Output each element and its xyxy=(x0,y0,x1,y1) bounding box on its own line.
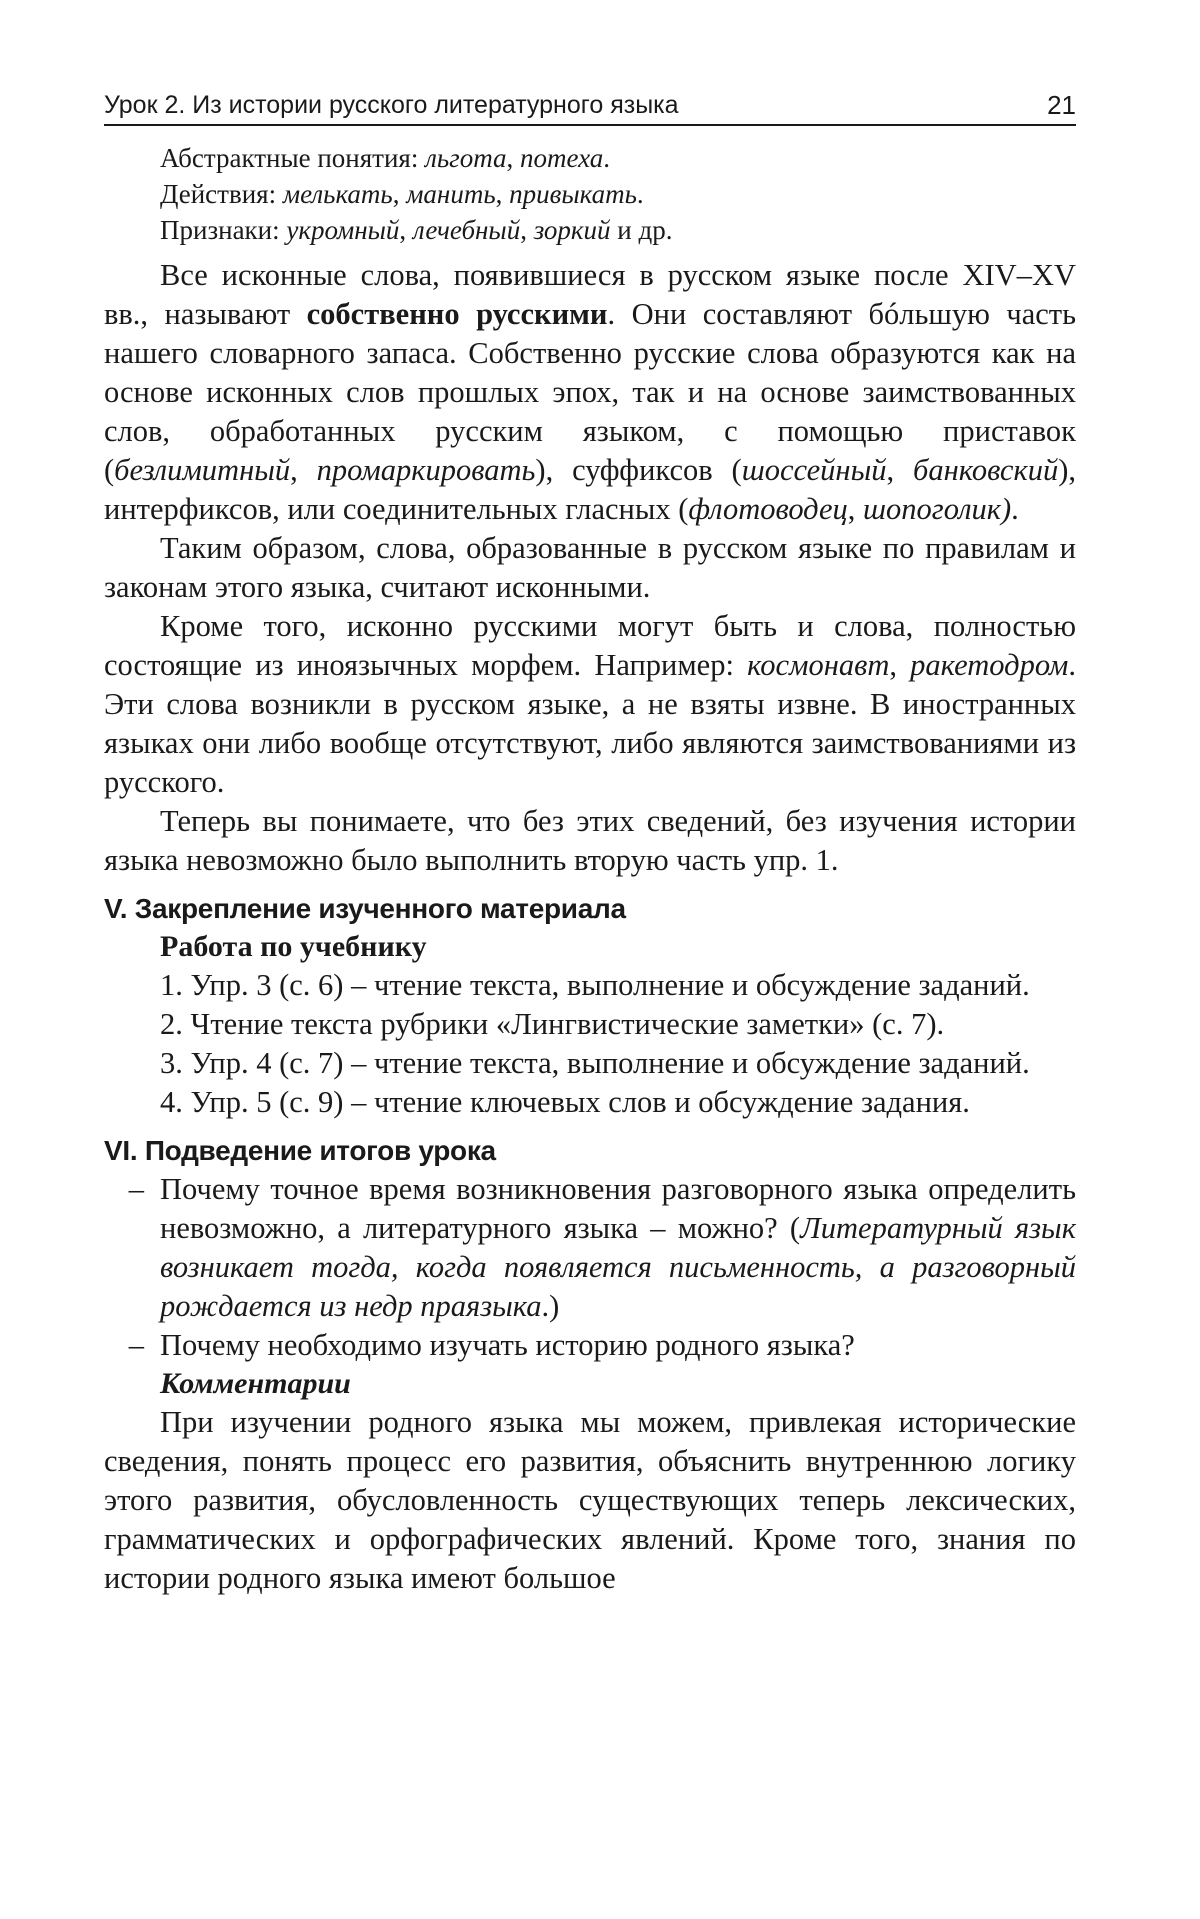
paragraph-foreign-morphemes: Кроме того, исконно русскими могут быть и слова, полностью состоящие из иноязычных морфем. Например: космонавт, ракетодром. Эти слова возникли в русском языке, а не взяты извне. В иностранных языках они либо вообще отсутствуют, либо являются заимствованиями из русского. xyxy=(104,609,1077,799)
list-item: 4. Упр. 5 (с. 9) – чтение ключевых слов и обсуждение задания. xyxy=(160,1085,970,1119)
list-item: 2. Чтение текста рубрики «Лингвистические заметки» (с. 7). xyxy=(160,1007,945,1041)
section-heading-summary: VI. Подведение итогов урока xyxy=(104,1135,496,1166)
main-text xyxy=(104,256,1076,1598)
chapter-title: Урок 2. Из истории русского литературного языка xyxy=(104,91,679,119)
dash-marker: – xyxy=(128,1328,144,1362)
paragraph-comments: При изучении родного языка мы можем, привлекая исторические сведения, понять процесс его развития, объяснить внутреннюю логику этого развития, обусловленность существующих теперь лексических, грамматических и орфографических явлений. Кроме того, знания по истории родного языка имеют большое xyxy=(104,1405,1076,1595)
list-item: 1. Упр. 3 (с. 6) – чтение текста, выполнение и обсуждение заданий. xyxy=(160,968,1030,1002)
paragraph-conclusion: Таким образом, слова, образованные в русском языке по правилам и законам этого языка, считают исконными. xyxy=(104,531,1076,604)
question-item: – Почему необходимо изучать историю родного языка? xyxy=(104,1326,1076,1365)
comments-heading: Комментарии xyxy=(160,1367,351,1400)
paragraph-history-importance: Теперь вы понимаете, что без этих сведений, без изучения истории языка невозможно было выполнить вторую часть упр. 1. xyxy=(104,804,1076,877)
running-header xyxy=(104,90,1076,126)
page-number: 21 xyxy=(1047,90,1076,120)
question-item: – Почему точное время возникновения разговорного языка определить невозможно, а литературного языка – можно? (Литературный язык возникает тогда, когда появляется письменность, а разговорный рождается из недр праязыка.) xyxy=(104,1170,1076,1326)
examples-abstract: Абстрактные понятия: льгота, потеха. xyxy=(160,143,611,173)
dash-marker: – xyxy=(128,1172,144,1206)
list-item: 3. Упр. 4 (с. 7) – чтение текста, выполнение и обсуждение заданий. xyxy=(160,1046,1030,1080)
examples-list xyxy=(104,140,1076,248)
examples-actions: Действия: мелькать, манить, привыкать. xyxy=(160,179,644,209)
paragraph-native-words: Все исконные слова, появившиеся в русском языке после XIV–XV вв., называют собственно русскими. Они составляют бóльшую часть нашего словарного запаса. Собственно русские слова образуются как на основе исконных слов прошлых эпох, так и на основе заимствованных слов, обработанных русским языком, с помощью приставок (безлимитный, промаркировать), суффиксов (шоссейный, банковский), интерфиксов, или соединительных гласных (флотоводец, шопоголик). xyxy=(104,258,1077,526)
section-heading-consolidation: V. Закрепление изученного материала xyxy=(104,893,626,924)
book-page xyxy=(104,90,1076,1598)
examples-signs: Признаки: укромный, лечебный, зоркий и др. xyxy=(160,215,673,245)
subheading-textbook-work: Работа по учебнику xyxy=(160,930,427,963)
